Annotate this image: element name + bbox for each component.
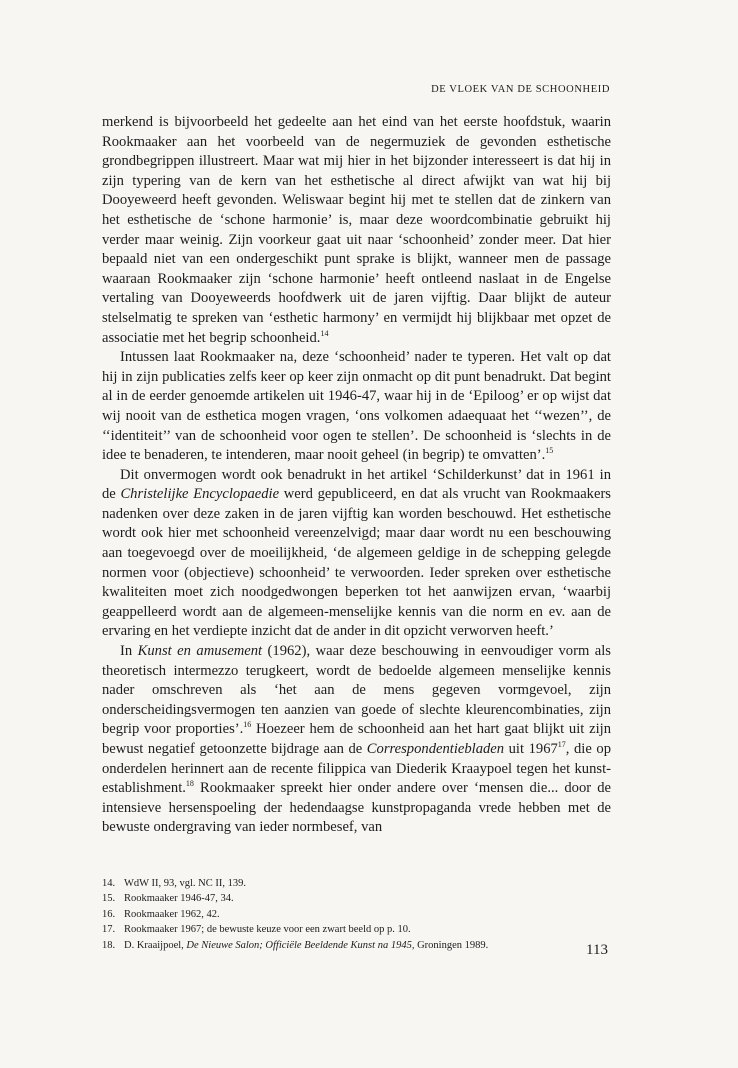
text-run: , die op onderdelen herinnert aan de recente filippica van Diederik Kraaypoel tegen het kunst-establishment.	[102, 741, 611, 797]
text-run: In	[120, 643, 138, 660]
text-run: (1962), waar deze beschouwing in eenvoudiger vorm als theoretisch intermezzo terugkeert, wordt de bedoelde algemeen menselijke kennis nader omschreven als ‘het aan de mens gegeven vormgevoel, zijn onderscheidingsvermogen ten aanzien van goede of slechte kleurencombinaties, zijn begrip voor proporties’.	[102, 643, 611, 738]
footnote-text	[124, 907, 220, 922]
footnote-ref: 14	[320, 328, 329, 338]
footnote-number: 16.	[102, 908, 116, 920]
footnote-number: 18.	[102, 939, 116, 951]
text-run: WdW II, 93, vgl. NC II, 139.	[124, 878, 246, 889]
footnote-ref: 16	[243, 720, 252, 730]
text-run: Rookmaaker 1946-47, 34.	[124, 893, 234, 905]
running-head: DE VLOEK VAN DE SCHOONHEID	[431, 84, 610, 95]
footnote-ref: 15	[545, 446, 554, 456]
paragraph	[102, 642, 611, 838]
footnote-number: 14.	[102, 878, 116, 889]
footnote	[102, 876, 611, 891]
text-run: Dit onvermogen wordt ook benadrukt in het artikel ‘Schilderkunst’ dat in 1961 in de	[102, 466, 611, 503]
footnotes	[102, 876, 611, 953]
footnote	[102, 891, 611, 906]
text-run: Intussen laat Rookmaaker na, deze ‘schoonheid’ nader te typeren. Het valt op dat hij in zijn publicaties zelfs keer op keer zijn onmacht op dit punt benadrukt. Dat begint al in de eerder genoemde artikelen uit 1946-47, waar hij in de ‘Epiloog’ er op wijst dat wij nooit van de esthetica mogen vragen, ‘ons volkomen adaequaat het ‘‘wezen’’, de ‘‘identiteit’’ van de schoonheid voor ogen te stellen’. De schoonheid is ‘slechts in de idee te benaderen, te intenderen, maar nooit geheel (in begrip) te omvatten’.	[102, 349, 611, 464]
text-run: Hoezeer hem de schoonheid aan het hart gaat blijkt uit zijn bewust negatief getoonzette bijdrage aan de	[102, 721, 611, 757]
italic-title: Christelijke Encyclopaedie	[120, 486, 280, 503]
footnote-number: 15.	[102, 893, 116, 905]
text-run: Rookmaaker spreekt hier onder andere over ‘mensen die... door de intensieve hersenspoeling der hedendaagse kunstpropaganda vrede hebben met de bewuste ondergraving van ieder normbesef, van	[102, 780, 611, 836]
footnote	[102, 922, 611, 937]
italic-title: De Nieuwe Salon; Officiële Beeldende Kunst na 1945,	[186, 939, 415, 951]
text-run: D. Kraaijpoel,	[124, 939, 187, 951]
footnote	[102, 907, 611, 922]
footnote-ref: 18	[185, 779, 194, 789]
footnote	[102, 938, 611, 953]
italic-title: Kunst en amusement	[137, 643, 263, 660]
paragraph	[102, 466, 611, 642]
text-run: werd gepubliceerd, en dat als vrucht van Rookmaakers nadenken over deze zaken in de jaren vijftig kan worden beschouwd. Het esthetische wordt ook hier met schoonheid vereenzelvigd; maar daar wordt nu een beschouwing aan toegevoegd over de moeilijkheid, ‘de algemeen geldige in de schepping gelegde normen voor (objectieve) schoonheid’ te verwoorden. Ieder spreken over esthetische kwaliteiten moet zich noodgedwongen beperken tot het aanwijzen ervan, ‘waarbij geappelleerd wordt aan de algemeen-menselijke kennis van die norm en ev. aan de ervaring en het verdiepte inzicht dat de ander in dit opzicht verworven heeft.’	[102, 486, 611, 640]
footnote-number: 17.	[102, 924, 116, 936]
text-run: merkend is bijvoorbeeld het gedeelte aan het eind van het eerste hoofdstuk, waarin Rookmaaker aan het voorbeeld van de negermuziek de gevonden esthetische grondbegrippen illustreert. Maar wat mij hier in het bijzonder interesseert is dat hij in zijn typering van de kern van het esthetische al direct afwijkt van wat hij bij Dooyeweerd heeft gevonden. Weliswaar begint hij met te stellen dat de zinkern van het esthetische de ‘schone harmonie’ is, maar deze woordcombinatie gebruikt hij verder maar weinig. Zijn voorkeur gaat uit naar ‘schoonheid’ zonder meer. Dat hier bepaald niet van een ondergeschikt punt sprake is blijkt, wanneer men de passage waaraan Rookmaaker zijn ‘schone harmonie’ heeft ontleend naslaat in de Engelse vertaling van Dooyeweerds hoofdwerk uit de jaren vijftig. Daar blijkt de auteur stelselmatig te spreken van ‘esthetic harmony’ en vermijdt hij blijkbaar met opzet de associatie met het begrip schoonheid.	[102, 114, 611, 346]
body-text	[102, 113, 611, 838]
footnote-text	[124, 938, 488, 953]
text-run: uit 1967	[504, 741, 558, 757]
page-number: 113	[586, 942, 608, 958]
text-run: Rookmaaker 1967; de bewuste keuze voor een zwart beeld op p. 10.	[124, 924, 411, 936]
italic-title: Correspondentiebladen	[366, 741, 505, 757]
paragraph	[102, 348, 611, 466]
paragraph	[102, 113, 611, 348]
text-run: Rookmaaker 1962, 42.	[124, 908, 220, 920]
footnote-ref: 17	[557, 740, 566, 750]
footnote-text	[124, 922, 411, 937]
footnote-text	[124, 876, 246, 891]
footnote-text	[124, 891, 234, 906]
text-run: Groningen 1989.	[414, 939, 489, 951]
